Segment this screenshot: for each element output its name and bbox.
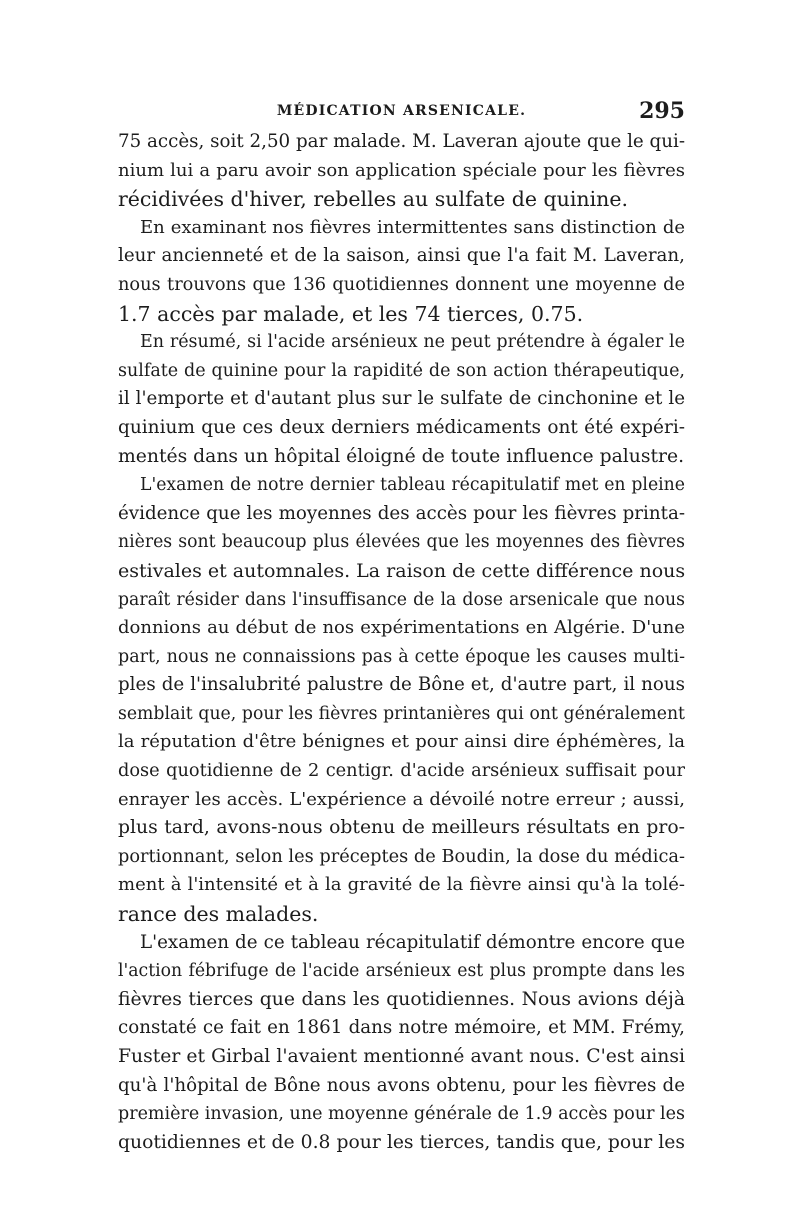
text-line: ples de l'insalubrité palustre de Bône et, d'autre part, il nous (118, 674, 685, 696)
text-line: ment à l'intensité et à la gravité de la fièvre ainsi qu'à la tolé- (118, 874, 685, 896)
text-line: Fuster et Girbal l'avaient mentionné avant nous. C'est ainsi (118, 1046, 685, 1067)
text-line: nium lui a paru avoir son application spéciale pour les fièvres (118, 159, 685, 181)
body-text (118, 128, 685, 1157)
text-line: L'examen de notre dernier tableau récapitulatif met en pleine (140, 475, 685, 496)
running-head (118, 96, 685, 126)
text-line: En résumé, si l'acide arsénieux ne peut prétendre à égaler le (140, 332, 685, 353)
text-line: constaté ce fait en 1861 dans notre mémoire, et MM. Frémy, (118, 1017, 685, 1039)
text-line: quinium que ces deux derniers médicaments ont été expéri- (118, 416, 685, 438)
text-line: récidivées d'hiver, rebelles au sulfate de quinine. (118, 187, 628, 212)
text-line: il l'emporte et d'autant plus sur le sulfate de cinchonine et le (118, 388, 685, 410)
page-number: 295 (639, 98, 685, 124)
text-line: plus tard, avons-nous obtenu de meilleurs résultats en pro- (118, 817, 685, 839)
text-line: donnions au début de nos expérimentations en Algérie. D'une (118, 617, 685, 639)
text-line: 1.7 accès par malade, et les 74 tierces, 0.75. (118, 301, 584, 326)
text-line: l'action fébrifuge de l'acide arsénieux est plus prompte dans les (118, 961, 685, 982)
text-line: semblait que, pour les fièvres printanières qui ont généralement (118, 703, 685, 724)
text-line: enrayer les accès. L'expérience a dévoilé notre erreur ; aussi, (118, 788, 685, 810)
text-line: part, nous ne connaissions pas à cette époque les causes multi- (118, 646, 685, 667)
text-line: 75 accès, soit 2,50 par malade. M. Laveran ajoute que le qui- (118, 131, 685, 152)
text-line: dose quotidienne de 2 centigr. d'acide arsénieux suffisait pour (118, 761, 685, 782)
text-line: leur ancienneté et de la saison, ainsi que l'a fait M. Laveran, (118, 245, 685, 267)
text-line: rance des malades. (118, 902, 319, 927)
running-title: MÉDICATION ARSENICALE. (276, 103, 527, 119)
text-line: En examinant nos fièvres intermittentes sans distinction de (140, 216, 685, 238)
text-line: qu'à l'hôpital de Bône nous avons obtenu, pour les fièvres de (118, 1074, 685, 1096)
text-line: nières sont beaucoup plus élevées que les moyennes des fièvres (118, 532, 685, 553)
text-line: paraît résider dans l'insuffisance de la dose arsenicale que nous (118, 589, 685, 610)
text-line: nous trouvons que 136 quotidiennes donnent une moyenne de (118, 274, 685, 295)
text-line: sulfate de quinine pour la rapidité de son action thérapeutique, (118, 360, 685, 381)
text-line: la réputation d'être bénignes et pour ainsi dire éphémères, la (118, 731, 685, 753)
text-line: fièvres tierces que dans les quotidiennes. Nous avions déjà (118, 988, 685, 1010)
text-line: L'examen de ce tableau récapitulatif démontre encore que (140, 931, 685, 953)
text-line: portionnant, selon les préceptes de Boudin, la dose du médica- (118, 846, 685, 867)
text-line: évidence que les moyennes des accès pour les fièvres printa- (118, 502, 685, 524)
text-line: première invasion, une moyenne générale de 1.9 accès pour les (118, 1104, 685, 1125)
text-line: estivales et automnales. La raison de cette différence nous (118, 559, 685, 582)
text-line: mentés dans un hôpital éloigné de toute influence palustre. (118, 445, 685, 467)
text-line: quotidiennes et de 0.8 pour les tierces, tandis que, pour les (118, 1131, 685, 1153)
